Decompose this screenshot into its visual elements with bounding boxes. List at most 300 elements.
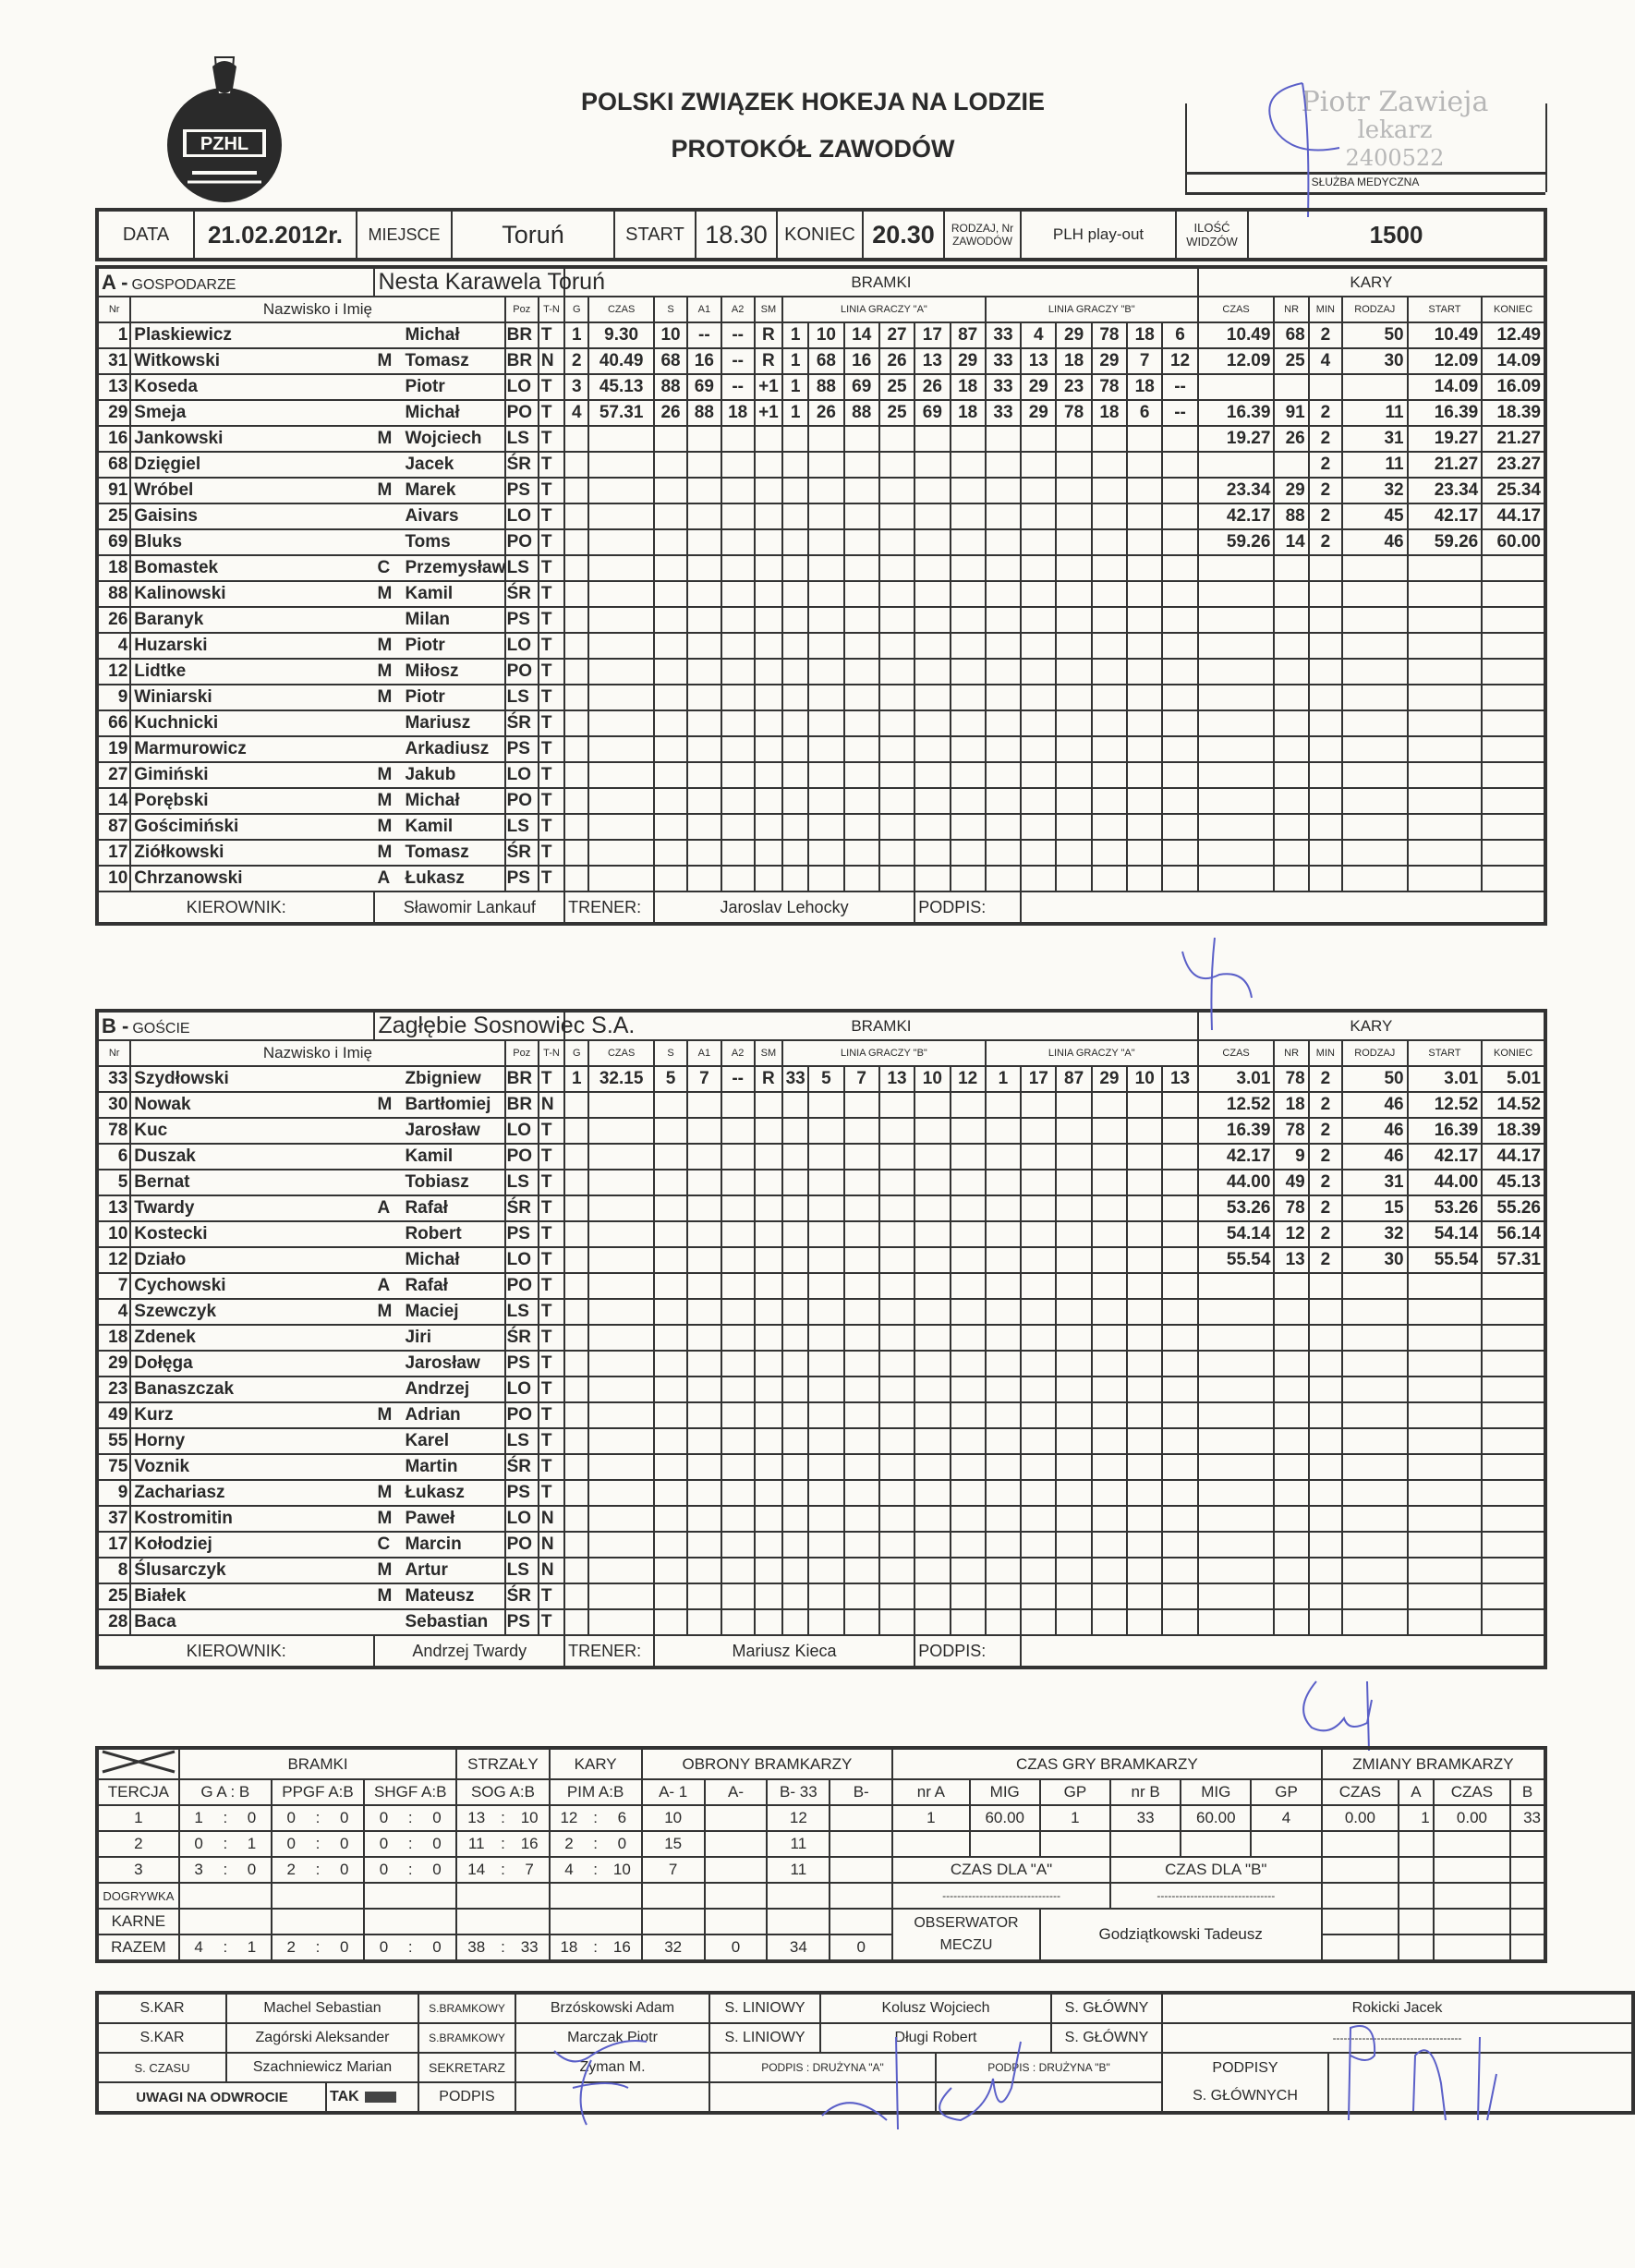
goal-empty-cell [654, 788, 687, 814]
goal-empty-cell [721, 710, 755, 736]
saves-a2 [705, 1883, 768, 1909]
goal-empty-cell [755, 866, 782, 891]
goal-empty-cell [914, 555, 950, 581]
goal-empty-cell [951, 555, 986, 581]
score-sog-b [511, 1909, 550, 1934]
team-a-signature-label: PODPIS : DRUŻYNA "A" [709, 2053, 936, 2082]
goal-empty-cell [588, 1195, 654, 1221]
score-sog-a: 14 [456, 1857, 495, 1883]
goal-empty-cell [1092, 607, 1127, 633]
goal-s: 5 [654, 1066, 687, 1092]
player-first: Michał [405, 791, 460, 810]
score-g-a: 4 [179, 1934, 218, 1961]
player-number: 27 [97, 762, 130, 788]
penalty-empty-cell [1198, 1402, 1275, 1428]
summary-shots-title: STRZAŁY [456, 1748, 549, 1779]
officials-table [95, 1991, 1635, 2115]
player-row [97, 1558, 1545, 1583]
player-row [97, 814, 1545, 840]
goal-empty-cell [654, 1092, 687, 1118]
goal-empty-cell [588, 633, 654, 659]
score-sh-a: 0 [364, 1934, 403, 1961]
penalty-empty-cell [1408, 1402, 1483, 1428]
goal-empty-cell [879, 1299, 914, 1325]
goal-empty-cell [914, 710, 950, 736]
goal-empty-cell [844, 736, 879, 762]
player-position: LS [505, 1299, 539, 1325]
goal-empty-cell [808, 426, 843, 452]
penalty-min: 2 [1309, 478, 1342, 503]
team-b-signature-label: PODPIS : DRUŻYNA "B" [936, 2053, 1162, 2082]
score-g-b [233, 1883, 272, 1909]
goal-empty-cell [808, 1092, 843, 1118]
goal-empty-cell [951, 1454, 986, 1480]
goal-empty-cell [986, 762, 1021, 788]
goal-empty-cell [914, 1583, 950, 1609]
goal-empty-cell [782, 814, 808, 840]
goal-empty-cell [1021, 1532, 1056, 1558]
goal-empty-cell [986, 607, 1021, 633]
goal-empty-cell [564, 866, 588, 891]
goal-empty-cell [1056, 529, 1091, 555]
goal-empty-cell [951, 1118, 986, 1144]
player-position: BR [505, 1066, 539, 1092]
goalie-empty [970, 1831, 1040, 1857]
penalty-min [1309, 374, 1342, 400]
goal-empty-cell [564, 452, 588, 478]
player-role-mark: M [377, 817, 393, 836]
saves-b2 [830, 1805, 892, 1831]
saves-b2 [830, 1883, 892, 1909]
goal-empty-cell [1092, 1118, 1127, 1144]
goal-empty-cell [844, 426, 879, 452]
penalty-rodzaj: 46 [1342, 529, 1408, 555]
goal-empty-cell [588, 1170, 654, 1195]
goal-sm: R [755, 1066, 782, 1092]
goal-empty-cell [687, 1092, 721, 1118]
goal-empty-cell [951, 659, 986, 685]
time-for-a-value: -------------------------------- [892, 1883, 1110, 1909]
player-first-name [374, 478, 504, 503]
score-g-b: 1 [233, 1934, 272, 1961]
score-g-b [233, 1909, 272, 1934]
score-colon [217, 1883, 233, 1909]
goal-empty-cell [564, 478, 588, 503]
goal-empty-cell [755, 1144, 782, 1170]
player-tn: T [539, 452, 564, 478]
penalty-empty-cell [1408, 659, 1483, 685]
goal-empty-cell [1021, 1377, 1056, 1402]
goal-empty-cell [844, 1299, 879, 1325]
player-first-name [374, 1480, 504, 1506]
goal-empty-cell [1127, 1480, 1162, 1506]
player-first-name [374, 633, 504, 659]
goal-empty-cell [1056, 685, 1091, 710]
goal-empty-cell [1162, 1118, 1197, 1144]
goal-empty-cell [755, 581, 782, 607]
score-colon: : [495, 1805, 511, 1831]
goal-empty-cell [1162, 478, 1197, 503]
goal-empty-cell [654, 1273, 687, 1299]
goal-empty-cell [1056, 762, 1091, 788]
goal-empty-cell [914, 1325, 950, 1351]
goal-line-own: 1 [782, 322, 808, 348]
goal-empty-cell [1021, 710, 1056, 736]
player-number: 17 [97, 840, 130, 866]
saves-a1: 7 [642, 1857, 705, 1883]
goal-empty-cell [721, 1351, 755, 1377]
penalty-empty-cell [1342, 1351, 1408, 1377]
penalty-rodzaj: 45 [1342, 503, 1408, 529]
goal-empty-cell [654, 685, 687, 710]
goal-empty-cell [654, 866, 687, 891]
goal-empty-cell [564, 1299, 588, 1325]
player-tn: T [539, 478, 564, 503]
penalty-rodzaj: 46 [1342, 1118, 1408, 1144]
place-value: Toruń [452, 210, 614, 260]
penalty-empty-cell [1482, 685, 1545, 710]
goal-empty-cell [879, 1170, 914, 1195]
goal-empty-cell [564, 1558, 588, 1583]
goal-empty-cell [588, 814, 654, 840]
player-role-mark: M [377, 1483, 393, 1502]
player-row [97, 1144, 1545, 1170]
goal-empty-cell [654, 607, 687, 633]
player-first: Mariusz [405, 713, 471, 733]
goal-empty-cell [844, 555, 879, 581]
goal-line-opp: 6 [1127, 400, 1162, 426]
goal-empty-cell [1056, 452, 1091, 478]
goal-empty-cell [755, 1609, 782, 1635]
goal-empty-cell [1127, 452, 1162, 478]
goal-czas: 40.49 [588, 348, 654, 374]
saves-a1: 32 [642, 1934, 705, 1961]
player-first-name [374, 1221, 504, 1247]
penalty-start: 12.52 [1408, 1092, 1483, 1118]
goal-empty-cell [687, 607, 721, 633]
goal-empty-cell [1127, 529, 1162, 555]
penalty-empty-cell [1408, 1273, 1483, 1299]
penalty-timekeeper-name: Zagórski Aleksander [226, 2023, 418, 2053]
col-pim: PIM A:B [550, 1779, 642, 1805]
goal-empty-cell [1162, 1558, 1197, 1583]
referees-signature-label [1162, 2053, 1328, 2113]
player-surname: Szewczyk [130, 1299, 374, 1325]
penalty-empty-cell [1274, 633, 1308, 659]
player-first-name [374, 1351, 504, 1377]
col-s: S [654, 297, 687, 322]
goal-empty-cell [1021, 736, 1056, 762]
goal-empty-cell [879, 866, 914, 891]
goal-empty-cell [782, 1532, 808, 1558]
score-pp-b [325, 1909, 364, 1934]
goal-empty-cell [1092, 1402, 1127, 1428]
goal-line-opp: 78 [1092, 322, 1127, 348]
player-row [97, 478, 1545, 503]
goal-empty-cell [588, 736, 654, 762]
player-surname: Lidtke [130, 659, 374, 685]
penalty-koniec: 55.26 [1482, 1195, 1545, 1221]
penalty-empty-cell [1482, 1377, 1545, 1402]
goal-empty-cell [1162, 1221, 1197, 1247]
player-number: 9 [97, 685, 130, 710]
observer-name: Godziątkowski Tadeusz [1040, 1909, 1322, 1961]
goal-g: 2 [564, 348, 588, 374]
player-first: Bartłomiej [405, 1095, 491, 1114]
saves-a1: 10 [642, 1805, 705, 1831]
goal-empty-cell [687, 452, 721, 478]
goal-sm: R [755, 348, 782, 374]
change-empty [1399, 1909, 1434, 1934]
player-surname: Zachariasz [130, 1480, 374, 1506]
goal-empty-cell [782, 1299, 808, 1325]
goal-empty-cell [1092, 866, 1127, 891]
goal-empty-cell [844, 710, 879, 736]
goal-empty-cell [951, 1195, 986, 1221]
score-g-b: 1 [233, 1831, 272, 1857]
goal-empty-cell [879, 659, 914, 685]
penalty-empty-cell [1309, 1351, 1342, 1377]
goal-empty-cell [1127, 1247, 1162, 1273]
player-first: Paweł [405, 1509, 455, 1528]
goal-empty-cell [687, 840, 721, 866]
goal-empty-cell [654, 1583, 687, 1609]
summary-row [97, 1779, 1545, 1805]
goal-empty-cell [1092, 1299, 1127, 1325]
goal-empty-cell [879, 1454, 914, 1480]
col-name: Nazwisko i Imię [130, 1040, 504, 1066]
penalty-koniec: 21.27 [1482, 426, 1545, 452]
goal-empty-cell [588, 762, 654, 788]
player-tn: T [539, 400, 564, 426]
goal-line-own: 87 [951, 322, 986, 348]
player-number: 7 [97, 1273, 130, 1299]
goal-empty-cell [721, 866, 755, 891]
player-first: Arkadiusz [405, 739, 490, 758]
player-row [97, 1454, 1545, 1480]
penalty-czas [1198, 452, 1275, 478]
col-tercja: TERCJA [97, 1779, 179, 1805]
manager-name: Sławomir Lankauf [374, 891, 564, 924]
player-role-mark: M [377, 480, 393, 500]
goal-empty-cell [1056, 814, 1091, 840]
goal-empty-cell [808, 659, 843, 685]
goal-empty-cell [914, 1532, 950, 1558]
player-role-mark: M [377, 429, 393, 448]
goal-line-opp: 18 [1127, 374, 1162, 400]
goal-line-own: 12 [951, 1066, 986, 1092]
team-name-row [97, 267, 1545, 297]
goal-empty-cell [654, 1377, 687, 1402]
period-label: RAZEM [97, 1934, 179, 1961]
type-value: PLH play-out [1021, 210, 1176, 260]
score-pp-a: 2 [272, 1934, 310, 1961]
goal-empty-cell [687, 1558, 721, 1583]
player-first: Piotr [405, 377, 445, 396]
goal-empty-cell [1162, 840, 1197, 866]
penalty-nr: 29 [1274, 478, 1308, 503]
goal-empty-cell [844, 1273, 879, 1299]
goal-empty-cell [721, 581, 755, 607]
goal-empty-cell [914, 633, 950, 659]
player-number: 6 [97, 1144, 130, 1170]
score-pp-a [272, 1883, 310, 1909]
summary-row [97, 1934, 1545, 1961]
penalty-empty-cell [1408, 1428, 1483, 1454]
penalty-empty-cell [1342, 1299, 1408, 1325]
goal-line-own: 1 [782, 374, 808, 400]
type-label: RODZAJ, Nr ZAWODÓW [944, 210, 1021, 260]
penalty-koniec: 12.49 [1482, 322, 1545, 348]
summary-row [97, 1909, 1545, 1934]
goal-empty-cell [1056, 633, 1091, 659]
goal-empty-cell [588, 1558, 654, 1583]
player-position: ŚR [505, 452, 539, 478]
col-a2: A2 [721, 1040, 755, 1066]
player-number: 28 [97, 1609, 130, 1635]
goal-empty-cell [808, 788, 843, 814]
goal-empty-cell [782, 1170, 808, 1195]
player-number: 4 [97, 1299, 130, 1325]
goal-empty-cell [951, 1583, 986, 1609]
team-a-signature-field [709, 2082, 936, 2113]
penalty-empty-cell [1309, 788, 1342, 814]
goal-empty-cell [654, 659, 687, 685]
saves-b1: 11 [767, 1857, 830, 1883]
goal-empty-cell [588, 788, 654, 814]
penalty-empty-cell [1342, 866, 1408, 891]
player-first: Maciej [405, 1302, 459, 1321]
goal-empty-cell [914, 1402, 950, 1428]
goal-empty-cell [782, 1583, 808, 1609]
goal-empty-cell [1021, 555, 1056, 581]
penalty-empty-cell [1198, 581, 1275, 607]
goal-empty-cell [879, 1480, 914, 1506]
penalty-empty-cell [1309, 1299, 1342, 1325]
remarks-label: UWAGI NA ODWROCIE [97, 2082, 326, 2113]
medical-service-box [1185, 103, 1545, 194]
goal-line-opp: 29 [1021, 400, 1056, 426]
goal-empty-cell [844, 1609, 879, 1635]
goal-empty-cell [1056, 659, 1091, 685]
goal-empty-cell [808, 1532, 843, 1558]
penalty-empty-cell [1408, 710, 1483, 736]
score-pim-b [603, 1909, 642, 1934]
goal-empty-cell [687, 659, 721, 685]
goal-judge-label: S.BRAMKOWY [418, 1993, 515, 2023]
goal-empty-cell [844, 840, 879, 866]
score-g-b: 0 [233, 1857, 272, 1883]
penalty-start: 19.27 [1408, 426, 1483, 452]
goal-line-own: 88 [808, 374, 843, 400]
change-empty [1399, 1857, 1434, 1883]
player-tn: N [539, 1092, 564, 1118]
player-first: Martin [405, 1457, 458, 1476]
penalty-min: 2 [1309, 1247, 1342, 1273]
score-colon: : [310, 1805, 326, 1831]
player-surname: Kostecki [130, 1221, 374, 1247]
goal-empty-cell [782, 503, 808, 529]
player-surname: Jankowski [130, 426, 374, 452]
player-first-name [374, 1558, 504, 1583]
player-surname: Bluks [130, 529, 374, 555]
penalty-czas: 42.17 [1198, 503, 1275, 529]
penalty-empty-cell [1408, 762, 1483, 788]
goal-empty-cell [721, 478, 755, 503]
goal-empty-cell [1056, 1351, 1091, 1377]
goal-line-opp: 7 [1127, 348, 1162, 374]
penalty-rodzaj: 15 [1342, 1195, 1408, 1221]
referees-signature-field [1328, 2053, 1633, 2113]
goal-empty-cell [879, 1558, 914, 1583]
col-p-czas: CZAS [1198, 297, 1275, 322]
goal-line-opp: 33 [986, 400, 1021, 426]
goal-a1: -- [687, 322, 721, 348]
penalty-empty-cell [1198, 1480, 1275, 1506]
penalty-empty-cell [1408, 555, 1483, 581]
score-colon [310, 1883, 326, 1909]
goal-empty-cell [1021, 1118, 1056, 1144]
goal-empty-cell [914, 1558, 950, 1583]
penalty-nr: 26 [1274, 426, 1308, 452]
team-role: GOSPODARZE [131, 276, 236, 293]
penalty-nr: 49 [1274, 1170, 1308, 1195]
col-p-czas: CZAS [1198, 1040, 1275, 1066]
goal-empty-cell [1021, 685, 1056, 710]
goal-empty-cell [1127, 1532, 1162, 1558]
goal-empty-cell [588, 1325, 654, 1351]
score-colon [495, 1883, 511, 1909]
goal-empty-cell [755, 607, 782, 633]
player-number: 19 [97, 736, 130, 762]
score-colon: : [217, 1805, 233, 1831]
goal-empty-cell [721, 1195, 755, 1221]
change-empty [1510, 1857, 1545, 1883]
end-value: 20.30 [863, 210, 944, 260]
goal-empty-cell [721, 788, 755, 814]
goal-empty-cell [808, 1428, 843, 1454]
player-role-mark: M [377, 843, 393, 862]
player-surname: Ziółkowski [130, 840, 374, 866]
player-surname: Kalinowski [130, 581, 374, 607]
col-a2: A2 [721, 297, 755, 322]
goal-empty-cell [782, 685, 808, 710]
goal-line-own: 27 [879, 322, 914, 348]
goal-empty-cell [721, 1273, 755, 1299]
player-position: LO [505, 633, 539, 659]
penalty-empty-cell [1274, 607, 1308, 633]
cross-mark-icon [101, 1750, 176, 1774]
goal-empty-cell [755, 1583, 782, 1609]
goal-line-own: 10 [808, 322, 843, 348]
goal-empty-cell [914, 452, 950, 478]
penalty-empty-cell [1309, 866, 1342, 891]
coach-label: TRENER: [564, 891, 654, 924]
goal-empty-cell [951, 1247, 986, 1273]
penalty-empty-cell [1274, 788, 1308, 814]
goal-line-opp: 78 [1056, 400, 1091, 426]
goal-empty-cell [1056, 1377, 1091, 1402]
goal-empty-cell [721, 426, 755, 452]
penalty-empty-cell [1274, 866, 1308, 891]
player-row [97, 840, 1545, 866]
goal-empty-cell [808, 1609, 843, 1635]
goal-empty-cell [1021, 426, 1056, 452]
goal-empty-cell [1021, 1092, 1056, 1118]
score-sog-a: 13 [456, 1805, 495, 1831]
goal-empty-cell [1092, 1583, 1127, 1609]
place-label: MIEJSCE [357, 210, 452, 260]
